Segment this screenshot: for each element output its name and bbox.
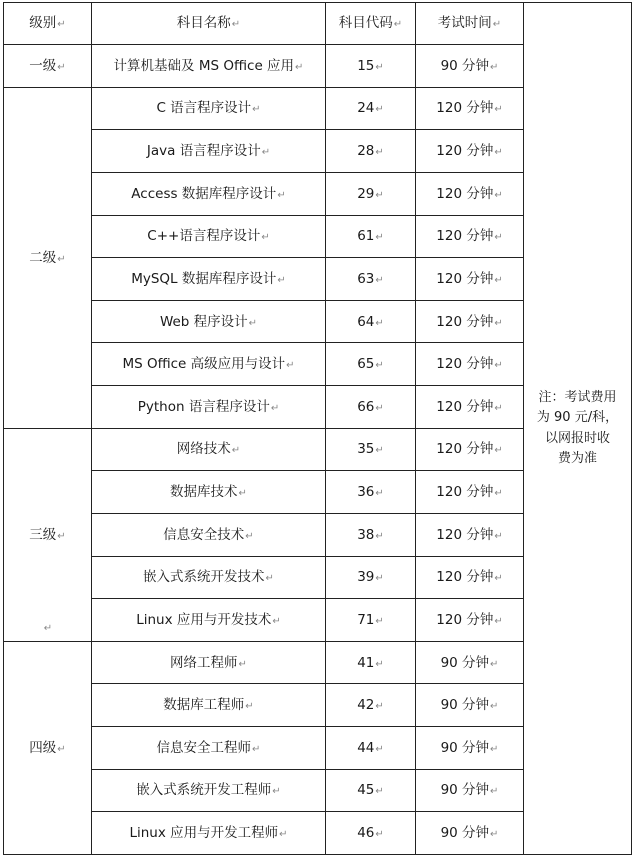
level-label: 三级 (29, 526, 57, 543)
exam-time-text: 120 分钟 (436, 228, 494, 245)
paragraph-mark-icon: ↵ (375, 317, 384, 329)
subject-code (326, 258, 416, 301)
paragraph-mark-icon: ↵ (375, 786, 384, 798)
subject-code-text: 39 (357, 569, 375, 586)
exam-time-text: 120 分钟 (436, 398, 494, 415)
paragraph-mark-icon: ↵ (57, 61, 66, 73)
subject-code-text: 66 (357, 398, 375, 415)
exam-time-text: 90 分钟 (440, 825, 490, 842)
subject-name (92, 513, 326, 556)
level-cell (4, 428, 92, 641)
paragraph-mark-icon: ↵ (492, 19, 502, 31)
subject-name (92, 641, 326, 684)
exam-time (416, 769, 524, 812)
subject-code (326, 513, 416, 556)
subject-name-text: C++语言程序设计 (147, 228, 261, 245)
subject-code-text: 38 (357, 526, 375, 543)
exam-time (416, 513, 524, 556)
exam-time-text: 120 分钟 (436, 100, 494, 117)
exam-time-text: 90 分钟 (440, 57, 490, 74)
subject-name (92, 215, 326, 258)
exam-time (416, 599, 524, 642)
paragraph-mark-icon: ↵ (231, 445, 241, 457)
subject-code (326, 599, 416, 642)
paragraph-mark-icon: ↵ (490, 829, 499, 841)
exam-time (416, 684, 524, 727)
subject-name-text: MySQL 数据库程序设计 (131, 270, 277, 287)
exam-time (416, 300, 524, 343)
subject-name-text: Python 语言程序设计 (137, 398, 270, 415)
paragraph-mark-icon: ↵ (277, 274, 286, 286)
exam-time-text: 120 分钟 (436, 143, 494, 159)
subject-code (326, 684, 416, 727)
exam-time (416, 172, 524, 215)
level-cell (4, 641, 92, 854)
subject-code (326, 45, 416, 88)
subject-code-text: 65 (357, 356, 375, 373)
level-label: 二级 (29, 249, 57, 266)
exam-time-text: 120 分钟 (436, 611, 494, 628)
exam-time-text: 120 分钟 (436, 569, 494, 586)
subject-name-text: Linux 应用与开发工程师 (129, 825, 279, 842)
exam-time (416, 87, 524, 130)
subject-code-text: 45 (357, 782, 375, 799)
paragraph-mark-icon: ↵ (57, 253, 66, 265)
subject-name (92, 87, 326, 130)
paragraph-mark-icon: ↵ (57, 19, 66, 31)
paragraph-mark-icon: ↵ (490, 61, 499, 73)
paragraph-mark-icon: ↵ (375, 61, 384, 73)
paragraph-mark-icon: ↵ (490, 701, 499, 713)
paragraph-mark-icon: ↵ (494, 445, 503, 457)
paragraph-mark-icon: ↵ (252, 743, 261, 755)
paragraph-mark-icon: ↵ (231, 19, 241, 31)
paragraph-mark-icon: ↵ (245, 701, 254, 713)
exam-time (416, 386, 524, 429)
fee-note (524, 3, 632, 855)
subject-code-text: 29 (357, 185, 375, 202)
exam-time-text: 90 分钟 (440, 697, 490, 714)
subject-code (326, 641, 416, 684)
subject-code (326, 130, 416, 173)
subject-name-text: 嵌入式系统开发工程师 (136, 782, 272, 799)
paragraph-mark-icon: ↵ (248, 317, 258, 329)
subject-code (326, 556, 416, 599)
paragraph-mark-icon: ↵ (494, 189, 503, 201)
paragraph-mark-icon: ↵ (375, 829, 384, 841)
paragraph-mark-icon: ↵ (375, 445, 384, 457)
subject-name (92, 343, 326, 386)
subject-name-text: 信息安全技术 (163, 526, 245, 543)
subject-code (326, 727, 416, 770)
subject-code-text: 36 (357, 484, 375, 500)
subject-name (92, 172, 326, 215)
subject-name-text: Linux 应用与开发技术 (136, 611, 272, 628)
exam-time-text: 90 分钟 (440, 739, 490, 756)
paragraph-mark-icon: ↵ (494, 615, 503, 627)
paragraph-mark-icon: ↵ (375, 743, 384, 755)
fee-note-line: 以网报时收 (544, 430, 610, 446)
subject-name (92, 812, 326, 855)
subject-code-text: 42 (357, 697, 375, 714)
paragraph-mark-icon: ↵ (265, 573, 274, 585)
subject-code-text: 28 (357, 143, 375, 159)
subject-code-text: 46 (357, 825, 375, 842)
subject-name-text: 网络技术 (176, 441, 231, 458)
subject-code-text: 35 (357, 441, 375, 458)
exam-time (416, 428, 524, 471)
subject-name-text: 数据库技术 (170, 484, 238, 500)
subject-name-text: C 语言程序设计 (156, 100, 252, 117)
paragraph-mark-icon: ↵ (270, 402, 280, 414)
paragraph-mark-icon: ↵ (494, 317, 503, 329)
paragraph-mark-icon: ↵ (494, 274, 503, 286)
subject-name-text: 信息安全工程师 (156, 739, 252, 756)
subject-code-text: 64 (357, 313, 375, 330)
subject-code-text: 61 (357, 228, 375, 245)
paragraph-mark-icon: ↵ (494, 232, 503, 244)
paragraph-mark-icon: ↵ (245, 530, 254, 542)
paragraph-mark-icon: ↵ (494, 573, 503, 585)
exam-time-text: 90 分钟 (440, 782, 490, 799)
exam-time-text: 120 分钟 (436, 526, 494, 543)
subject-name (92, 428, 326, 471)
subject-name-text: 数据库工程师 (163, 697, 245, 714)
exam-time-text: 120 分钟 (436, 484, 494, 500)
paragraph-mark-icon: ↵ (277, 189, 286, 201)
subject-name (92, 599, 326, 642)
paragraph-mark-icon: ↵ (375, 615, 384, 627)
paragraph-mark-icon: ↵ (375, 147, 384, 158)
paragraph-mark-icon: ↵ (494, 488, 503, 499)
subject-name (92, 769, 326, 812)
exam-time-text: 120 分钟 (436, 270, 494, 287)
subject-name (92, 300, 326, 343)
paragraph-mark-icon: ↵ (490, 786, 499, 798)
subject-code (326, 300, 416, 343)
paragraph-mark-icon: ↵ (375, 360, 384, 372)
paragraph-mark-icon: ↵ (375, 573, 384, 585)
paragraph-mark-icon: ↵ (238, 658, 247, 670)
subject-name (92, 471, 326, 514)
fee-note-line: 注：考试费用 (538, 390, 617, 406)
paragraph-mark-icon: ↵ (375, 189, 384, 201)
paragraph-mark-icon: ↵ (494, 530, 503, 542)
subject-code (326, 386, 416, 429)
exam-time-text: 90 分钟 (440, 654, 490, 671)
subject-code (326, 172, 416, 215)
paragraph-mark-icon: ↵ (375, 701, 384, 713)
fee-note-line: 为 90 元/科， (536, 410, 619, 426)
paragraph-mark-icon: ↵ (238, 488, 247, 499)
exam-time (416, 556, 524, 599)
subject-code-text: 15 (357, 57, 375, 74)
exam-time (416, 727, 524, 770)
paragraph-mark-icon: ↵ (279, 829, 288, 841)
paragraph-mark-icon: ↵ (375, 104, 384, 116)
subject-name-text: Java 语言程序设计 (146, 143, 261, 159)
exam-time-text: 120 分钟 (436, 441, 494, 458)
header-exam-time: 考试时间↵ (416, 3, 524, 45)
header-row (4, 3, 632, 45)
level-label: 一级 (29, 57, 57, 74)
exam-time-text: 120 分钟 (436, 313, 494, 330)
level-label: 四级 (29, 739, 57, 756)
exam-time (416, 215, 524, 258)
paragraph-mark-icon: ↵ (261, 232, 270, 244)
subject-name (92, 386, 326, 429)
paragraph-mark-icon: ↵ (494, 360, 503, 372)
exam-time-text: 120 分钟 (436, 356, 494, 373)
paragraph-mark-icon: ↵ (375, 658, 384, 670)
paragraph-mark-icon: ↵ (295, 61, 304, 73)
exam-time-text: 120 分钟 (436, 185, 494, 202)
exam-time (416, 812, 524, 855)
subject-code-text: 44 (357, 739, 375, 756)
subject-code-text: 71 (357, 611, 375, 628)
subject-name (92, 727, 326, 770)
paragraph-mark-icon: ↵ (393, 19, 403, 31)
paragraph-mark-icon: ↵ (375, 274, 384, 286)
subject-name (92, 258, 326, 301)
subject-code-text: 41 (357, 654, 375, 671)
paragraph-mark-icon: ↵ (252, 104, 261, 116)
table-body (4, 3, 632, 855)
paragraph-mark-icon: ↵ (375, 488, 384, 499)
subject-code-text: 63 (357, 270, 375, 287)
subject-name-text: 嵌入式系统开发技术 (143, 569, 265, 586)
exam-time (416, 641, 524, 684)
exam-time (416, 471, 524, 514)
subject-name (92, 45, 326, 88)
exam-time (416, 258, 524, 301)
subject-code (326, 769, 416, 812)
level-cell (4, 45, 92, 88)
paragraph-mark-icon: ↵ (272, 786, 281, 798)
paragraph-mark-icon: ↵ (57, 743, 66, 755)
paragraph-mark-icon: ↵ (286, 360, 295, 372)
header-subject-name: 科目名称↵ (92, 3, 326, 45)
header-level: 级别↵ (4, 3, 92, 45)
paragraph-mark-icon: ↵ (57, 530, 66, 542)
subject-code (326, 215, 416, 258)
paragraph-mark-icon: ↵ (375, 530, 384, 542)
subject-code (326, 812, 416, 855)
subject-name-text: MS Office 高级应用与设计 (122, 356, 286, 373)
paragraph-mark-icon: ↵ (375, 232, 384, 244)
paragraph-mark-icon: ↵ (43, 622, 53, 634)
paragraph-mark-icon: ↵ (272, 615, 281, 627)
subject-code-text: 24 (357, 100, 375, 117)
subject-name (92, 556, 326, 599)
exam-subjects-table (3, 2, 632, 855)
exam-time (416, 343, 524, 386)
paragraph-mark-icon: ↵ (494, 104, 503, 116)
subject-name-text: 网络工程师 (170, 654, 238, 671)
subject-name-text: 计算机基础及 MS Office 应用 (113, 57, 295, 74)
fee-note-line: 费为准 (557, 450, 597, 466)
subject-name-text: Web 程序设计 (159, 313, 248, 330)
level-cell (4, 87, 92, 428)
subject-name (92, 684, 326, 727)
subject-name (92, 130, 326, 173)
subject-code (326, 343, 416, 386)
subject-code (326, 87, 416, 130)
subject-code (326, 471, 416, 514)
header-subject-code: 科目代码↵ (326, 3, 416, 45)
exam-time (416, 45, 524, 88)
subject-code (326, 428, 416, 471)
exam-time (416, 130, 524, 173)
paragraph-mark-icon: ↵ (261, 147, 271, 158)
paragraph-mark-icon: ↵ (494, 402, 503, 414)
paragraph-mark-icon: ↵ (494, 147, 503, 158)
paragraph-mark-icon: ↵ (375, 402, 384, 414)
subject-name-text: Access 数据库程序设计 (131, 185, 277, 202)
paragraph-mark-icon: ↵ (490, 658, 499, 670)
paragraph-mark-icon: ↵ (490, 743, 499, 755)
